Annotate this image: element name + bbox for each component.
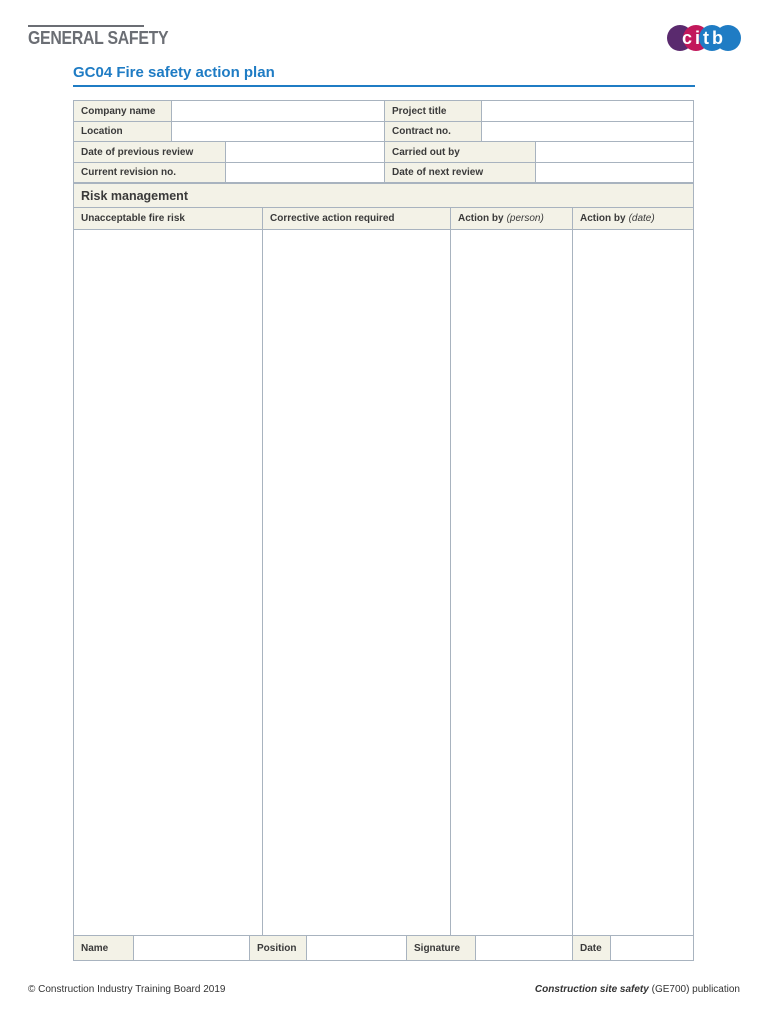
project-title-label: Project title bbox=[384, 100, 482, 122]
next-review-label: Date of next review bbox=[384, 162, 536, 183]
col-header-action-date-note: (date) bbox=[628, 213, 655, 224]
risk-column-field[interactable] bbox=[73, 229, 263, 936]
signoff-signature-label: Signature bbox=[406, 935, 476, 961]
col-header-action-person bbox=[450, 207, 573, 230]
signoff-date-label: Date bbox=[572, 935, 611, 961]
signoff-name-field[interactable] bbox=[133, 935, 250, 961]
signoff-signature-field[interactable] bbox=[475, 935, 573, 961]
contract-no-field[interactable] bbox=[481, 121, 694, 142]
signoff-date-field[interactable] bbox=[610, 935, 694, 961]
col-header-corrective: Corrective action required bbox=[262, 207, 451, 230]
signoff-position-field[interactable] bbox=[306, 935, 407, 961]
page-title: GC04 Fire safety action plan bbox=[73, 64, 275, 81]
copyright-text: © Construction Industry Training Board 2019 bbox=[28, 984, 226, 995]
location-field[interactable] bbox=[171, 121, 385, 142]
contract-no-label: Contract no. bbox=[384, 121, 482, 142]
publication-title: Construction site safety bbox=[534, 984, 649, 995]
col-header-action-date-text: Action by bbox=[580, 213, 626, 224]
action-person-column-field[interactable] bbox=[450, 229, 573, 936]
carried-out-by-label: Carried out by bbox=[384, 141, 536, 163]
carried-out-by-field[interactable] bbox=[535, 141, 694, 163]
company-name-field[interactable] bbox=[171, 100, 385, 122]
previous-review-label: Date of previous review bbox=[73, 141, 226, 163]
section-title: Risk management bbox=[73, 183, 694, 208]
revision-no-label: Current revision no. bbox=[73, 162, 226, 183]
revision-no-field[interactable] bbox=[225, 162, 385, 183]
previous-review-field[interactable] bbox=[225, 141, 385, 163]
signoff-position-label: Position bbox=[249, 935, 307, 961]
signoff-name-label: Name bbox=[73, 935, 134, 961]
citb-logo bbox=[666, 24, 742, 52]
brand-rule bbox=[28, 25, 144, 27]
location-label: Location bbox=[73, 121, 172, 142]
col-header-risk: Unacceptable fire risk bbox=[73, 207, 263, 230]
brand-heading: GENERAL SAFETY bbox=[28, 28, 169, 48]
action-date-column-field[interactable] bbox=[572, 229, 694, 936]
publication-credit bbox=[535, 984, 740, 995]
project-title-field[interactable] bbox=[481, 100, 694, 122]
title-rule bbox=[73, 85, 695, 87]
next-review-field[interactable] bbox=[535, 162, 694, 183]
logo-text: citb bbox=[681, 28, 727, 48]
col-header-action-date bbox=[572, 207, 694, 230]
publication-code: (GE700) publication bbox=[651, 984, 740, 995]
col-header-action-person-note: (person) bbox=[506, 213, 544, 224]
corrective-column-field[interactable] bbox=[262, 229, 451, 936]
company-name-label: Company name bbox=[73, 100, 172, 122]
col-header-action-person-text: Action by bbox=[458, 213, 504, 224]
